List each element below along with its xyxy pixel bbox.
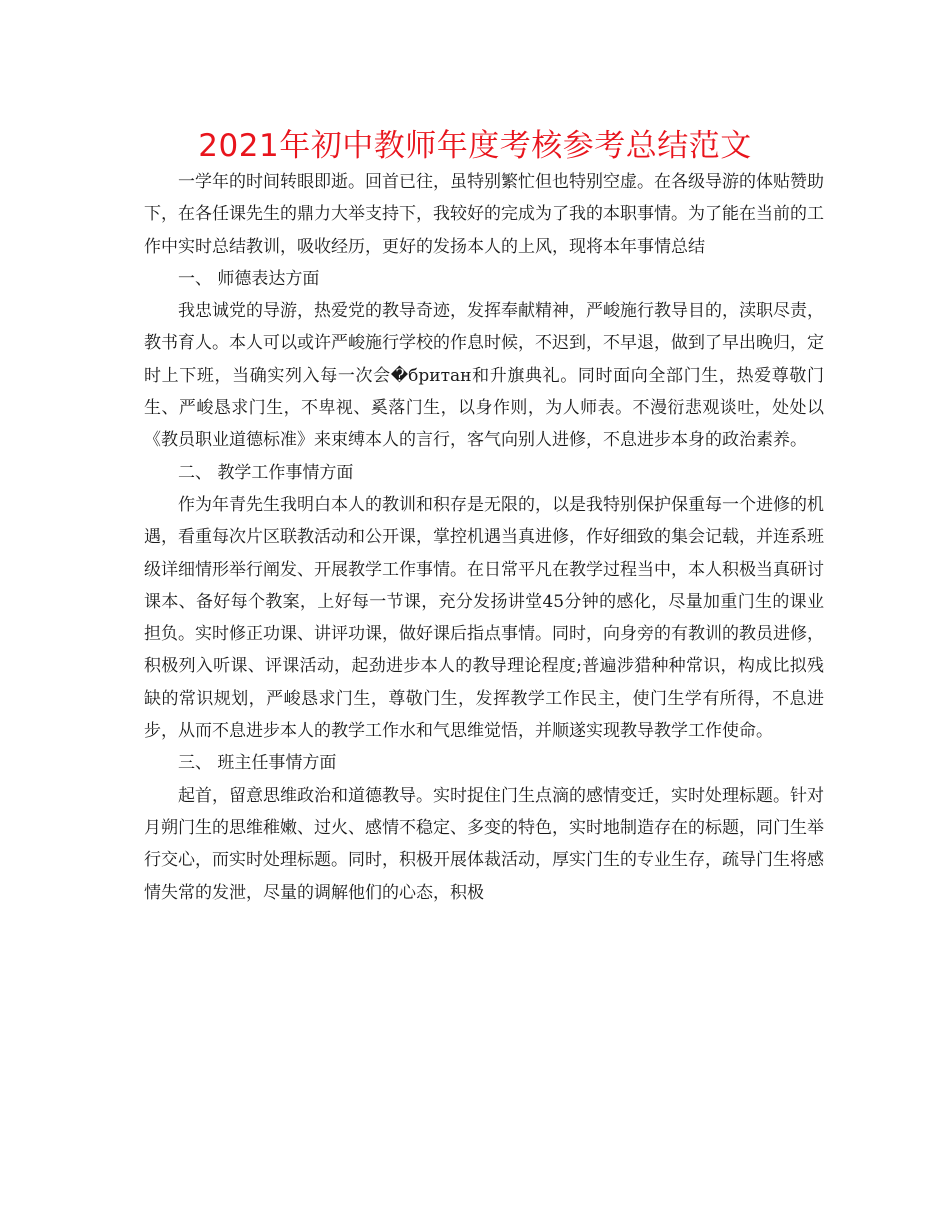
- section-body-1: 我忠诚党的导游，热爱党的教导奇迹，发挥奉献精神，严峻施行教导目的，渎职尽责，教书育人。本人可以或许严峻施行学校的作息时候，不迟到，不早退，做到了早出晚归，定时上下班，当确实列入每一次会�британ和升旗典礼。同时面向全部门生，热爱尊敬门生、严峻恳求门生，不卑视、奚落门生，以身作则，为人师表。不漫衍悲观谈吐，处处以《教员职业道德标准》来束缚本人的言行，客气向别人进修，不息进步本身的政治素养。: [144, 301, 824, 451]
- document-title: 2021年初中教师年度考核参考总结范文: [198, 128, 752, 164]
- section-heading-2: 二、 教学工作事情方面: [178, 462, 354, 483]
- intro-paragraph: 一学年的时间转眼即逝。回首已往，虽特别繁忙但也特别空虚。在各级导游的体贴赞助下，在各任课先生的鼎力大举支持下，我较好的完成为了我的本职事情。为了能在当前的工作中实时总结教训，吸收经历，更好的发扬本人的上风，现将本年事情总结: [144, 172, 824, 257]
- section-heading-3: 三、 班主任事情方面: [178, 753, 337, 774]
- document-body: [144, 166, 824, 909]
- section-heading-1: 一、 师德表达方面: [178, 268, 320, 289]
- section-body-3: 起首，留意思维政治和道德教导。实时捉住门生点滴的感情变迁，实时处理标题。针对月朔门生的思维稚嫩、过火、感情不稳定、多变的特色，实时地制造存在的标题，同门生举行交心，而实时处理标题。同时，积极开展体裁活动，厚实门生的专业生存，疏导门生将感情失常的发泄，尽量的调解他们的心态，积极: [144, 785, 824, 903]
- section-body-2: 作为年青先生我明白本人的教训和积存是无限的，以是我特别保护保重每一个进修的机遇，看重每次片区联教活动和公开课，掌控机遇当真进修，作好细致的集会记载，并连系班级详细情形举行阐发、开展教学工作事情。在日常平凡在教学过程当中，本人积极当真研讨课本、备好每个教案，上好每一节课，充分发扬讲堂45分钟的感化，尽量加重门生的课业担负。实时修正功课、讲评功课，做好课后指点事情。同时，向身旁的有教训的教员进修，积极列入听课、评课活动，起劲进步本人的教导理论程度;普遍涉猎种种常识，构成比拟残缺的常识规划，严峻恳求门生，尊敬门生，发挥教学工作民主，使门生学有所得，不息进步，从而不息进步本人的教学工作水和气思维觉悟，并顺遂实现教导教学工作使命。: [144, 494, 824, 742]
